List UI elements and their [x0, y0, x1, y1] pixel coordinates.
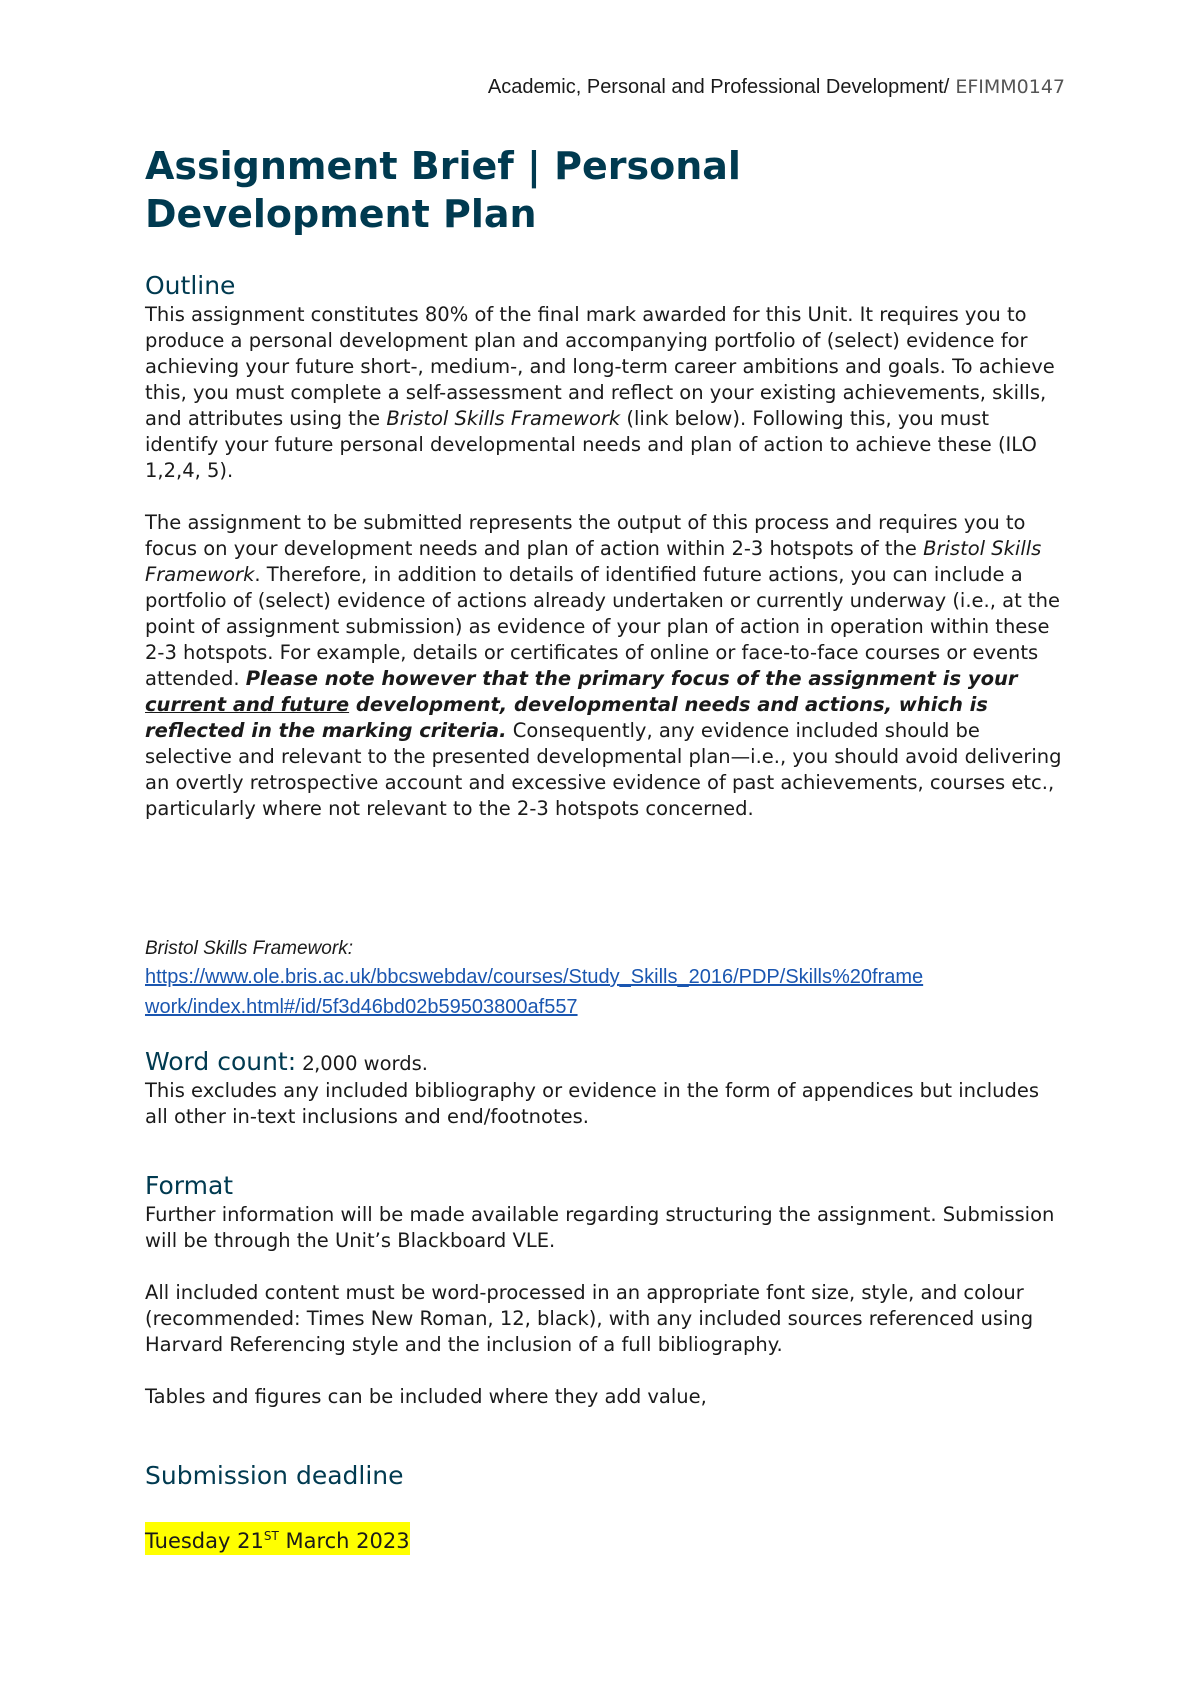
word-count-words: ,000 words. — [314, 1052, 428, 1075]
word-count-number: 2 — [302, 1052, 315, 1075]
deadline-section — [145, 1460, 1065, 1555]
format-paragraph-2: All included content must be word-processed in an appropriate font size, style, and colour (recommended: Times New Roman, 12, black), with any included sources referenced using Harvard Referencing style and the inclusion of a full bibliography. — [145, 1281, 1034, 1356]
deadline-heading: Submission deadline — [145, 1461, 404, 1490]
framework-label: Bristol Skills Framework: — [145, 938, 353, 959]
word-count-heading: Word count: — [145, 1047, 297, 1076]
header-code: EFIMM0147 — [949, 76, 1065, 98]
framework-name-italic: Bristol Skills Framework — [386, 407, 621, 430]
format-heading: Format — [145, 1171, 234, 1200]
outline-paragraph-1: This assignment constitutes 80% of the final mark awarded for this Unit. It requires you to produce a personal development plan and accompanying portfolio of (select) evidence for achieving your future short-, medium-, and long-term career ambitions and goals. To achieve this, you must complete a self-assessment and reflect on your existing achievements, skills, and attributes using the Bristol Skills Framework (link below). Following this, you must identify your future personal developmental needs and plan of action to achieve these (ILO 1,2,4, 5). — [145, 303, 1055, 482]
framework-link[interactable]: https://www.ole.bris.ac.uk/bbcswebdav/courses/Study_Skills_2016/PDP/Skills%20framework/index.html#/id/5f3d46bd02b59503800af557 — [145, 966, 924, 1018]
framework-name-italic: Bristol Skills Framework — [145, 537, 1042, 586]
primary-focus-note: Please note however that the primary focus of the assignment is your current and future development, developmental needs and actions, which is reflected in the marking criteria. — [145, 667, 1018, 742]
outline-heading: Outline — [145, 271, 236, 300]
word-count-section — [145, 1046, 1065, 1130]
format-section — [145, 1170, 1065, 1410]
word-count-note: This excludes any included bibliography or evidence in the form of appendices but includes all other in-text inclusions and end/footnotes. — [145, 1079, 1040, 1128]
format-paragraph-3: Tables and figures can be included where they add value, — [145, 1385, 707, 1408]
header-title: Academic, Personal and Professional Development/ — [487, 76, 950, 98]
outline-section — [145, 270, 1065, 822]
deadline-date: Tuesday 21ST March 2023 — [145, 1522, 410, 1555]
outline-paragraph-2: The assignment to be submitted represents the output of this process and requires you to focus on your development needs and plan of action within 2-3 hotspots of the Bristol Skills Framework. Therefore, in addition to details of identified future actions, you can include a portfolio of (select) evidence of actions already undertaken or currently underway (i.e., at the point of assignment submission) as evidence of your plan of action in operation within these 2-3 hotspots. For example, details or certificates of online or face-to-face courses or events attended. Please note however that the primary focus of the assignment is your current and future development, developmental needs and actions, which is reflected in the marking criteria. Consequently, any evidence included should be selective and relevant to the presented developmental plan—i.e., you should avoid delivering an overtly retrospective account and excessive evidence of past achievements, courses etc., particularly where not relevant to the 2-3 hotspots concerned. — [145, 511, 1062, 820]
document-page — [145, 0, 1065, 1698]
format-paragraph-1: Further information will be made available regarding structuring the assignment. Submission will be through the Unit’s Blackboard VLE. — [145, 1203, 1055, 1252]
page-header — [488, 74, 1065, 99]
framework-link-section — [145, 936, 1065, 1022]
document-title: Assignment Brief | Personal Development Plan — [145, 144, 741, 236]
